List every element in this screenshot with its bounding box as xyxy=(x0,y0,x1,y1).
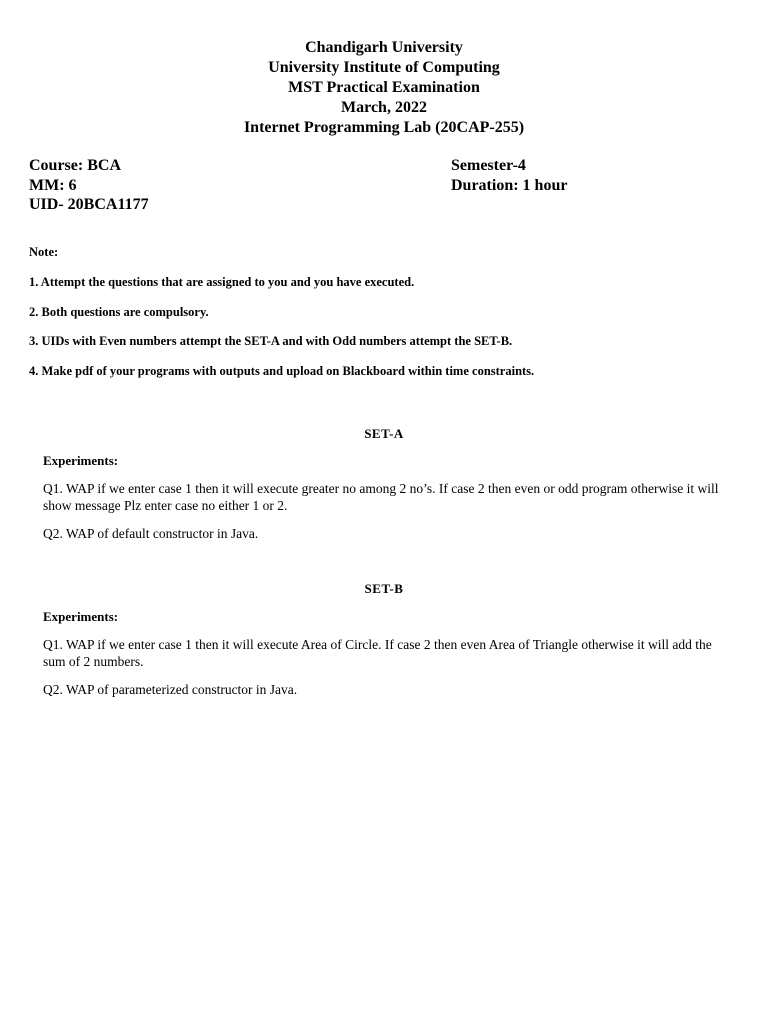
set-b-question-2: Q2. WAP of parameterized constructor in Java. xyxy=(43,682,298,697)
semester-info: Semester-4 xyxy=(451,157,526,174)
exam-date: March, 2022 xyxy=(341,99,427,116)
set-a-heading: SET-A xyxy=(364,426,404,441)
max-marks-info: MM: 6 xyxy=(29,176,77,194)
set-b-question-1: Q1. WAP if we enter case 1 then it will execute Area of Circle. If case 2 then even Area of Triangle otherwise it will add the sum of 2 numbers. xyxy=(43,637,712,669)
notes-label: Note: xyxy=(29,245,59,259)
set-b-experiments-label: Experiments: xyxy=(43,609,119,624)
set-a-experiments-label: Experiments: xyxy=(43,453,119,468)
exam-title: MST Practical Examination xyxy=(288,79,480,96)
university-name: Chandigarh University xyxy=(305,39,463,56)
course-info: Course: BCA xyxy=(29,157,121,174)
set-b-heading: SET-B xyxy=(364,581,404,596)
subject-title: Internet Programming Lab (20CAP-255) xyxy=(243,119,525,136)
duration-info: Duration: 1 hour xyxy=(451,176,568,194)
document-header xyxy=(0,38,768,138)
note-item: 2. Both questions are compulsory. xyxy=(29,304,209,319)
institute-name: University Institute of Computing xyxy=(268,59,500,76)
uid-info: UID- 20BCA1177 xyxy=(29,196,149,213)
set-a-question-2: Q2. WAP of default constructor in Java. xyxy=(43,526,259,541)
note-item: 4. Make pdf of your programs with outputs and upload on Blackboard within time constraints. xyxy=(29,363,535,378)
set-a-question-1: Q1. WAP if we enter case 1 then it will execute greater no among 2 no’s. If case 2 then even or odd program otherwise it will show message Plz enter case no either 1 or 2. xyxy=(43,481,719,513)
note-item: 3. UIDs with Even numbers attempt the SET-A and with Odd numbers attempt the SET-B. xyxy=(29,334,513,348)
exam-details xyxy=(29,156,729,215)
note-item: 1. Attempt the questions that are assigned to you and you have executed. xyxy=(29,275,415,289)
notes-section xyxy=(29,244,749,392)
